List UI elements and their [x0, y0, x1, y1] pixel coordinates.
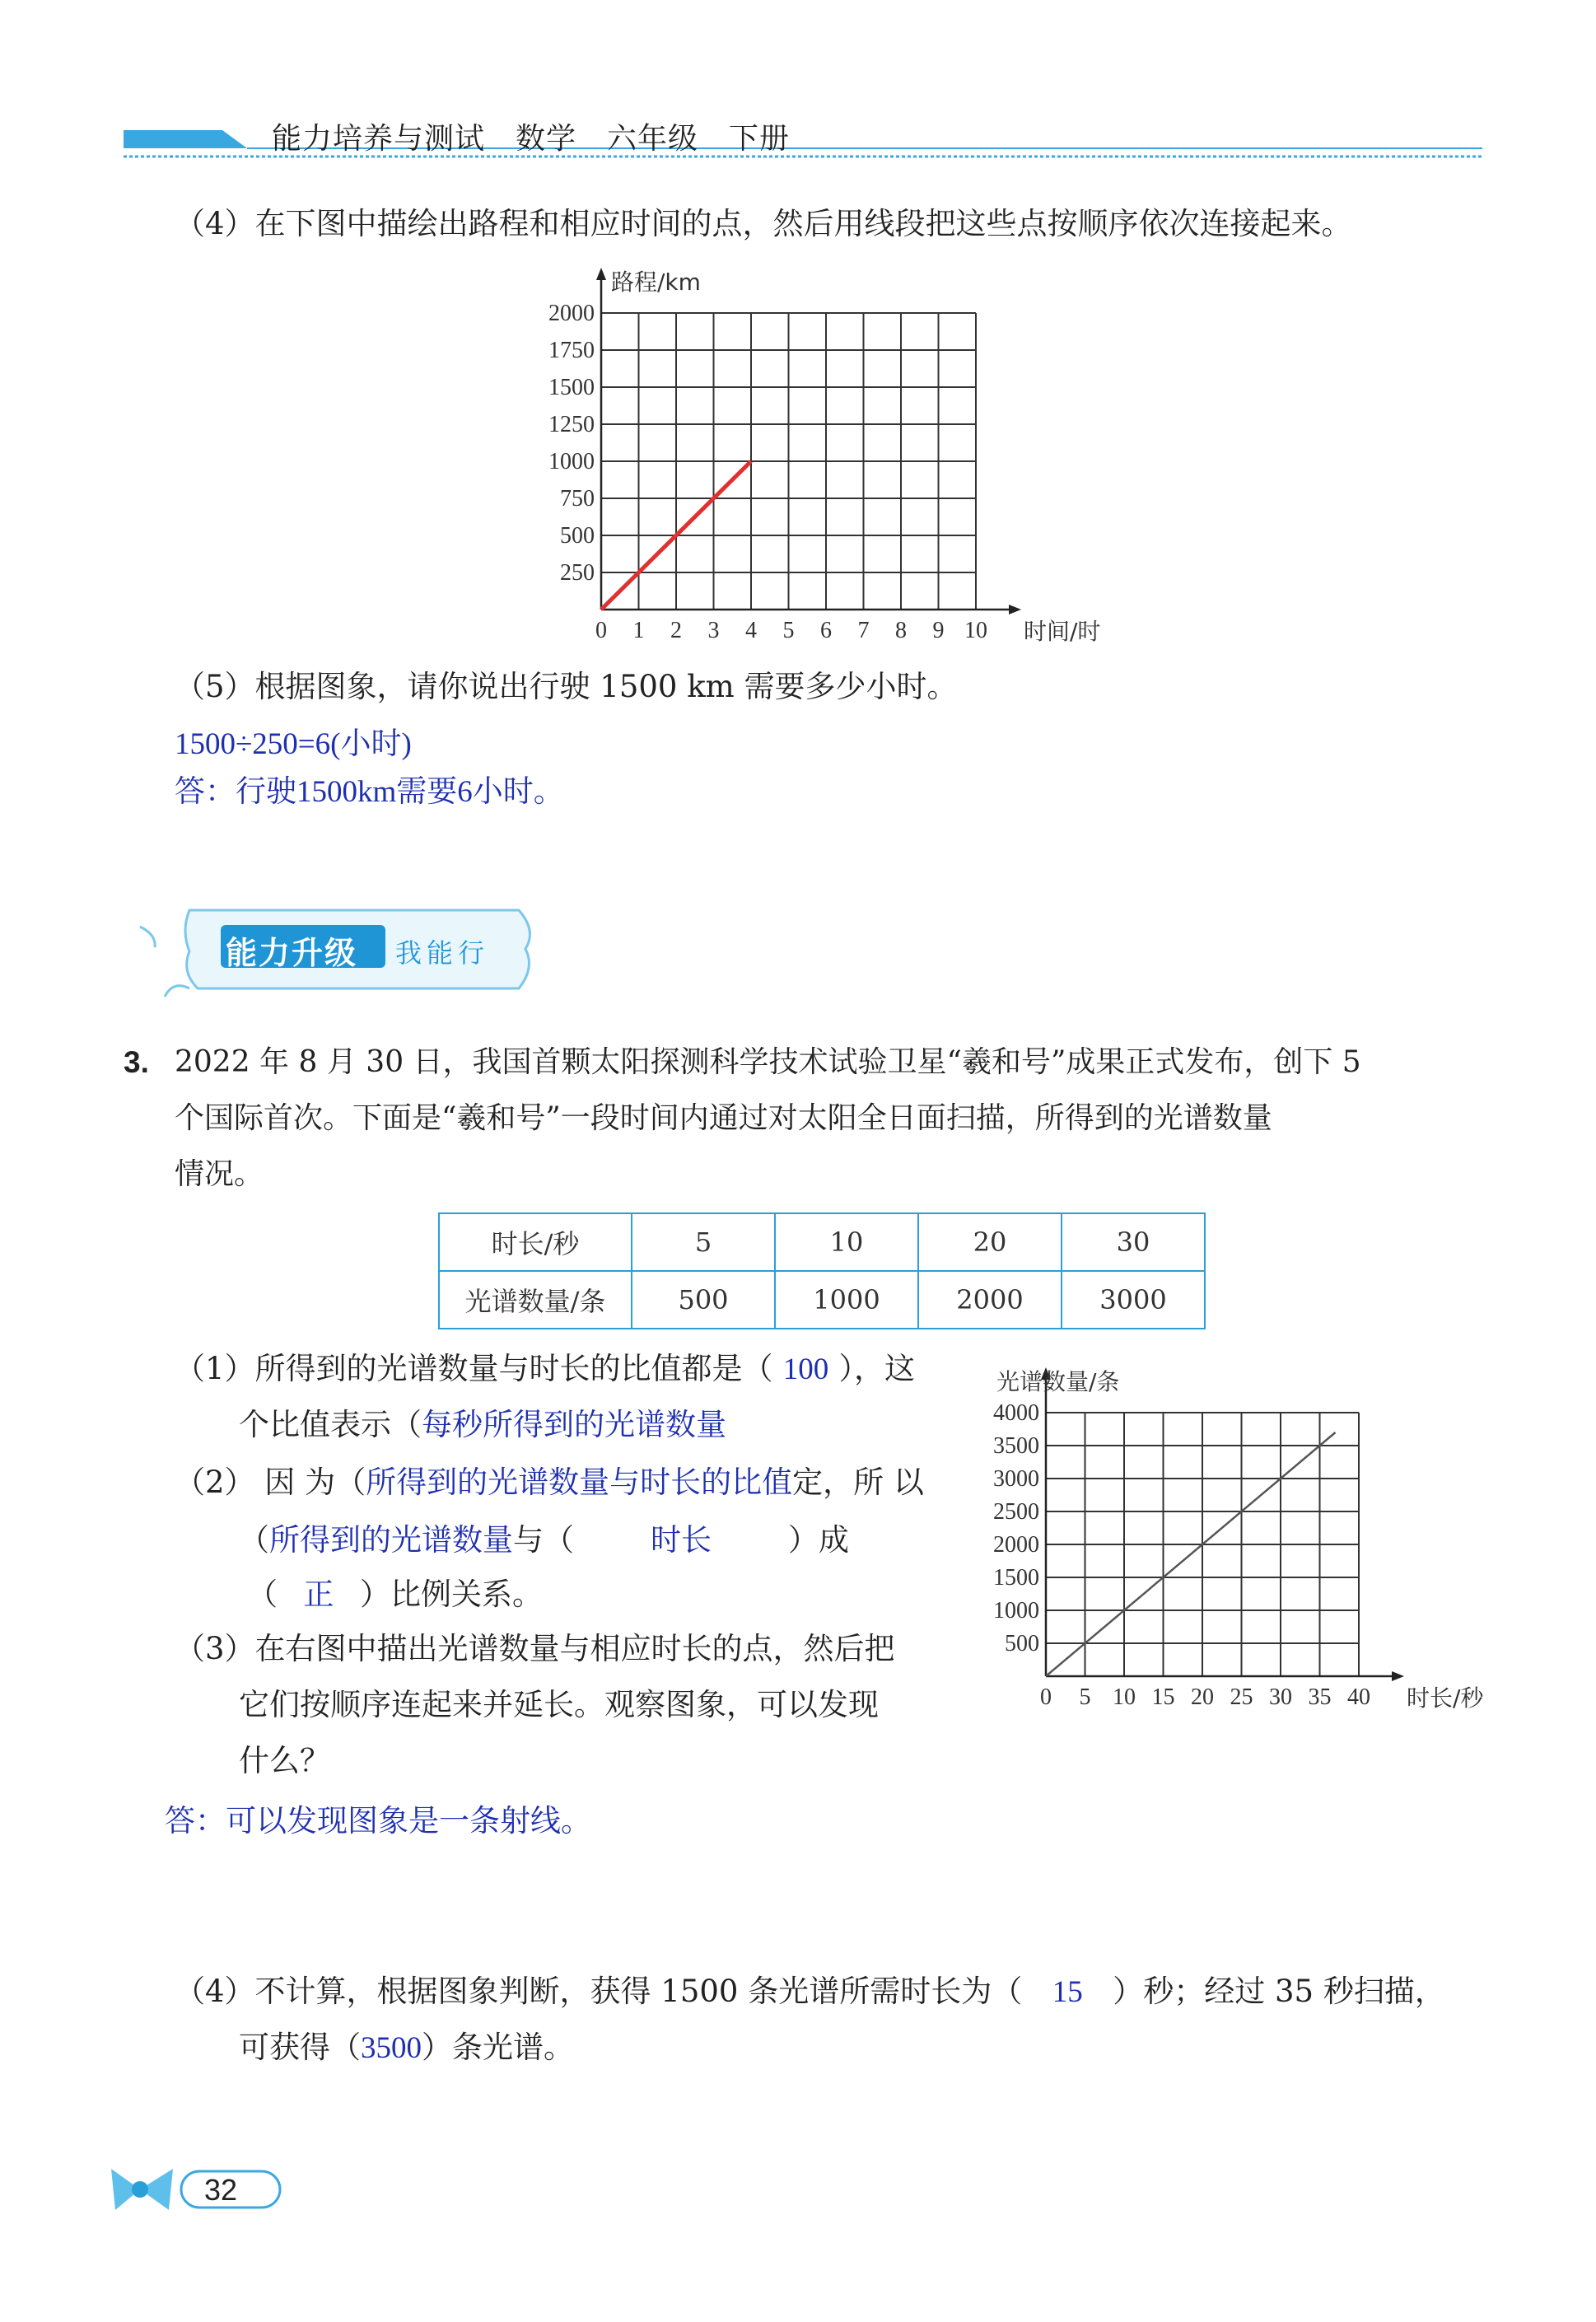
table-cell: 5 [632, 1213, 775, 1271]
header-title: 能力培养与测试 数学 六年级 下册 [272, 122, 791, 156]
sub2-line3 [247, 1572, 543, 1619]
sub4-line2 [239, 2025, 574, 2072]
y-tick-label: 2000 [548, 301, 595, 326]
series-line [1046, 1432, 1336, 1676]
q5-answer-calc: 1500÷250=6(小时) [175, 727, 412, 761]
table-cell: 20 [918, 1213, 1062, 1271]
sub1-text-a: （1）所得到的光谱数量与时长的比值都是（ [175, 1351, 773, 1386]
y-tick-label: 3000 [993, 1466, 1039, 1492]
table-cell: 时长/秒 [439, 1213, 632, 1271]
sub3-line1: （3）在右图中描出光谱数量与相应时长的点，然后把 [175, 1631, 895, 1666]
sub2-text-e: ）成 [788, 1522, 849, 1558]
sub2-answer1: 所得到的光谱数量与时长的比值 [366, 1466, 793, 1500]
x-tick-label: 5 [1079, 1684, 1091, 1710]
x-axis-arrow-icon [1009, 605, 1021, 614]
problem3-line3: 情况。 [175, 1157, 264, 1191]
x-tick-label: 7 [857, 618, 870, 643]
y-tick-label: 500 [560, 523, 595, 549]
x-axis-label: 时长/秒 [1407, 1684, 1484, 1712]
spectrum-table [438, 1212, 1206, 1329]
x-tick-label: 6 [820, 618, 832, 643]
sub2-text-c: （ [239, 1522, 269, 1558]
y-tick-label: 2000 [993, 1532, 1039, 1558]
y-tick-label: 1250 [548, 412, 595, 437]
x-tick-label: 0 [595, 618, 607, 643]
y-tick-label: 1000 [993, 1598, 1039, 1624]
sub3-line2: 它们按顺序连起来并延长。观察图象，可以发现 [239, 1687, 879, 1722]
sub3-line3: 什么？ [239, 1743, 330, 1778]
sub3-answer: 答：可以发现图象是一条射线。 [165, 1805, 591, 1838]
q4-prompt: （4）在下图中描绘出路程和相应时间的点，然后用线段把这些点按顺序依次连接起来。 [175, 206, 1352, 241]
sub4-text-d: ）条光谱。 [422, 2030, 574, 2065]
x-tick-label: 10 [1113, 1684, 1136, 1710]
x-tick-label: 0 [1040, 1684, 1052, 1710]
x-tick-label: 40 [1347, 1684, 1370, 1710]
sub4-text-a: （4）不计算，根据图象判断，获得 1500 条光谱所需时长为（ [175, 1974, 1023, 2009]
sub2-text-g: ）比例关系。 [360, 1577, 543, 1612]
sub1-answer: 100 [782, 1353, 829, 1386]
spectrum-time-chart [972, 1339, 1507, 1717]
x-tick-label: 25 [1230, 1684, 1253, 1710]
ability-upgrade-banner [132, 898, 544, 1013]
table-cell: 3000 [1062, 1271, 1205, 1329]
y-axis-arrow-icon [596, 268, 606, 280]
table-row [439, 1213, 1205, 1271]
x-tick-label: 8 [895, 618, 907, 643]
sub4-answer1: 15 [1052, 1975, 1083, 2009]
x-tick-label: 2 [670, 618, 682, 643]
y-tick-label: 3500 [993, 1433, 1039, 1459]
table-cell: 500 [632, 1271, 775, 1329]
sub4-answer2: 3500 [361, 2031, 422, 2065]
problem3-number: 3. [124, 1045, 149, 1079]
sub2-answer4: 正 [303, 1578, 334, 1612]
banner-sub: 我能行 [395, 937, 490, 969]
x-tick-label: 20 [1191, 1684, 1214, 1710]
bow-decoration [107, 2156, 288, 2222]
sub4-text-b: ）秒；经过 35 秒扫描， [1113, 1974, 1445, 2009]
chart-grid [601, 313, 976, 610]
table-cell: 1000 [775, 1271, 918, 1329]
problem3-line2: 个国际首次。下面是“羲和号”一段时间内通过对太阳全日面扫描，所得到的光谱数量 [175, 1101, 1272, 1135]
y-tick-label: 1750 [548, 338, 595, 363]
y-tick-label: 1500 [993, 1565, 1039, 1591]
sub1-text-b: ），这 [838, 1351, 916, 1386]
sub1-answer2: 每秒所得到的光谱数量 [422, 1409, 726, 1442]
problem3-line1: 2022 年 8 月 30 日，我国首颗太阳探测科学技术试验卫星“羲和号”成果正式发布，创下 5 [175, 1045, 1361, 1079]
x-tick-label: 4 [745, 618, 757, 643]
table-cell: 10 [775, 1213, 918, 1271]
y-tick-label: 500 [1005, 1631, 1039, 1656]
distance-time-chart [527, 264, 1120, 651]
y-tick-label: 1000 [548, 449, 595, 474]
sub2-line2 [239, 1517, 849, 1564]
x-axis-label: 时间/时 [1024, 618, 1101, 645]
q5-prompt: （5）根据图象，请你说出行驶 1500 km 需要多少小时。 [175, 669, 958, 704]
x-tick-label: 30 [1269, 1684, 1292, 1710]
table-cell: 2000 [918, 1271, 1062, 1329]
banner-main: 能力升级 [226, 935, 358, 971]
sub4-line1 [175, 1969, 1445, 2016]
y-tick-label: 750 [560, 486, 595, 512]
x-tick-label: 9 [932, 618, 945, 643]
sub2-answer2: 所得到的光谱数量 [269, 1524, 513, 1558]
y-axis-label: 光谱数量/条 [996, 1368, 1120, 1395]
x-tick-label: 1 [632, 618, 645, 643]
sub1-line2 [239, 1402, 726, 1449]
sub2-text-f: （ [247, 1577, 278, 1612]
table-cell: 光谱数量/条 [439, 1271, 632, 1329]
page-number: 32 [204, 2173, 238, 2207]
x-tick-label: 35 [1308, 1684, 1332, 1710]
sub2-text-a: （2） 因 为（ [175, 1465, 366, 1500]
sub1-line1 [175, 1346, 915, 1393]
sub2-text-b: 定，所 以 [792, 1465, 924, 1500]
y-tick-label: 250 [560, 560, 595, 586]
x-tick-label: 3 [707, 618, 720, 643]
x-tick-label: 10 [964, 618, 987, 643]
x-tick-label: 5 [782, 618, 795, 643]
x-tick-label: 15 [1151, 1684, 1175, 1710]
table-row [439, 1271, 1205, 1329]
y-axis-label: 路程/km [611, 269, 701, 296]
sub2-text-d: 与（ [513, 1522, 574, 1558]
y-tick-label: 1500 [548, 375, 595, 400]
sub2-line1 [175, 1460, 924, 1507]
y-tick-label: 2500 [993, 1499, 1039, 1525]
q5-answer-text: 答：行驶1500km需要6小时。 [175, 775, 564, 809]
y-tick-label: 4000 [993, 1400, 1039, 1426]
sub4-text-c: 可获得（ [239, 2030, 361, 2065]
page-number-badge [107, 2156, 288, 2222]
sub2-answer3: 时长 [651, 1524, 712, 1558]
table-cell: 30 [1062, 1213, 1205, 1271]
sub1-text-c: 个比值表示（ [239, 1407, 422, 1442]
x-axis-arrow-icon [1392, 1671, 1404, 1681]
